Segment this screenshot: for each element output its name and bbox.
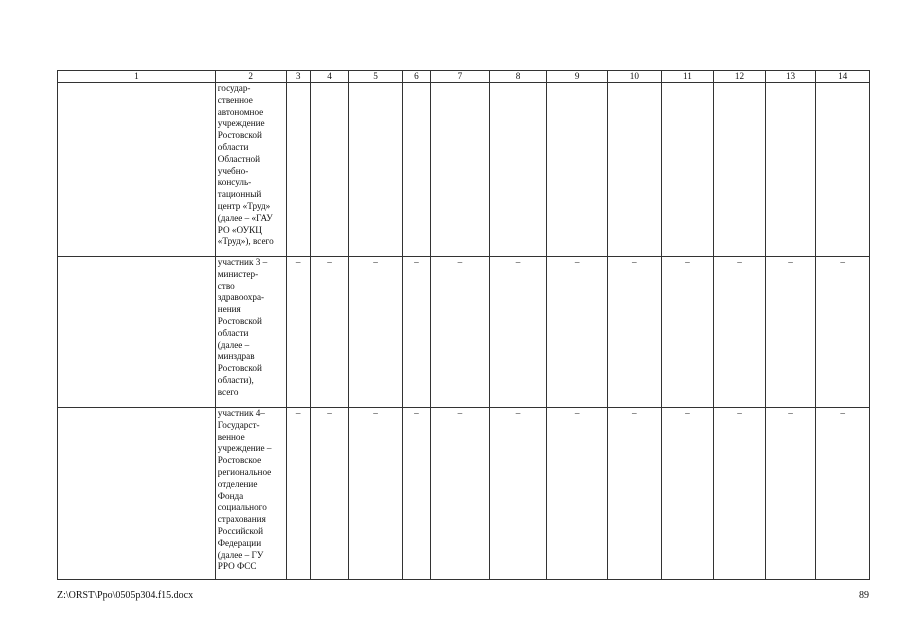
header-cell: 8 [489,71,547,83]
value-cell: – [608,408,662,580]
header-cell: 10 [608,71,662,83]
value-cell: – [402,257,430,408]
row-number-cell [58,83,216,257]
participant-name-cell: государ- ственное автономное учреждение Ростовской области Областной учебно- консуль- тационный центр «Труд» (далее – «ГАУ РО «ОУКЦ «Труд»), всего [215,83,286,257]
footer-page-number: 89 [859,590,869,601]
header-cell: 11 [661,71,714,83]
value-cell [608,83,662,257]
table-header-row [58,71,870,83]
value-cell: – [547,408,608,580]
row-number-cell [58,257,216,408]
header-cell: 14 [816,71,870,83]
value-cell: – [431,408,490,580]
value-cell: – [547,257,608,408]
value-cell: – [310,408,348,580]
value-cell: – [765,408,816,580]
header-cell: 12 [714,71,766,83]
header-cell: 3 [286,71,310,83]
value-cell [286,83,310,257]
value-cell: – [349,408,403,580]
value-cell: – [431,257,490,408]
value-cell: – [402,408,430,580]
header-cell: 13 [765,71,816,83]
value-cell [816,83,870,257]
header-cell: 2 [215,71,286,83]
value-cell: – [310,257,348,408]
value-cell [765,83,816,257]
value-cell: – [714,408,766,580]
header-cell: 6 [402,71,430,83]
value-cell: – [489,408,547,580]
header-cell: 9 [547,71,608,83]
value-cell: – [661,408,714,580]
value-cell [489,83,547,257]
value-cell [349,83,403,257]
value-cell: – [816,257,870,408]
value-cell: – [286,257,310,408]
value-cell: – [816,408,870,580]
value-cell [402,83,430,257]
table-row [58,257,870,408]
value-cell [661,83,714,257]
value-cell: – [714,257,766,408]
value-cell: – [349,257,403,408]
table-row [58,408,870,580]
value-cell [431,83,490,257]
value-cell: – [286,408,310,580]
participant-name-cell: участник 3 – министер- ство здравоохра- нения Ростовской области (далее – минздрав Ростовской области), всего [215,257,286,408]
data-table [57,70,870,580]
value-cell: – [661,257,714,408]
footer-file-path: Z:\ORST\Ppo\0505p304.f15.docx [57,590,194,601]
value-cell [310,83,348,257]
table-row [58,83,870,257]
participant-name-cell: участник 4– Государст- венное учреждение – Ростовское региональное отделение Фонда социального страхования Российской Федерации (далее – ГУ РРО ФСС [215,408,286,580]
header-cell: 1 [58,71,216,83]
row-number-cell [58,408,216,580]
value-cell: – [765,257,816,408]
value-cell: – [489,257,547,408]
value-cell [714,83,766,257]
header-cell: 7 [431,71,490,83]
value-cell: – [608,257,662,408]
header-cell: 5 [349,71,403,83]
value-cell [547,83,608,257]
header-cell: 4 [310,71,348,83]
